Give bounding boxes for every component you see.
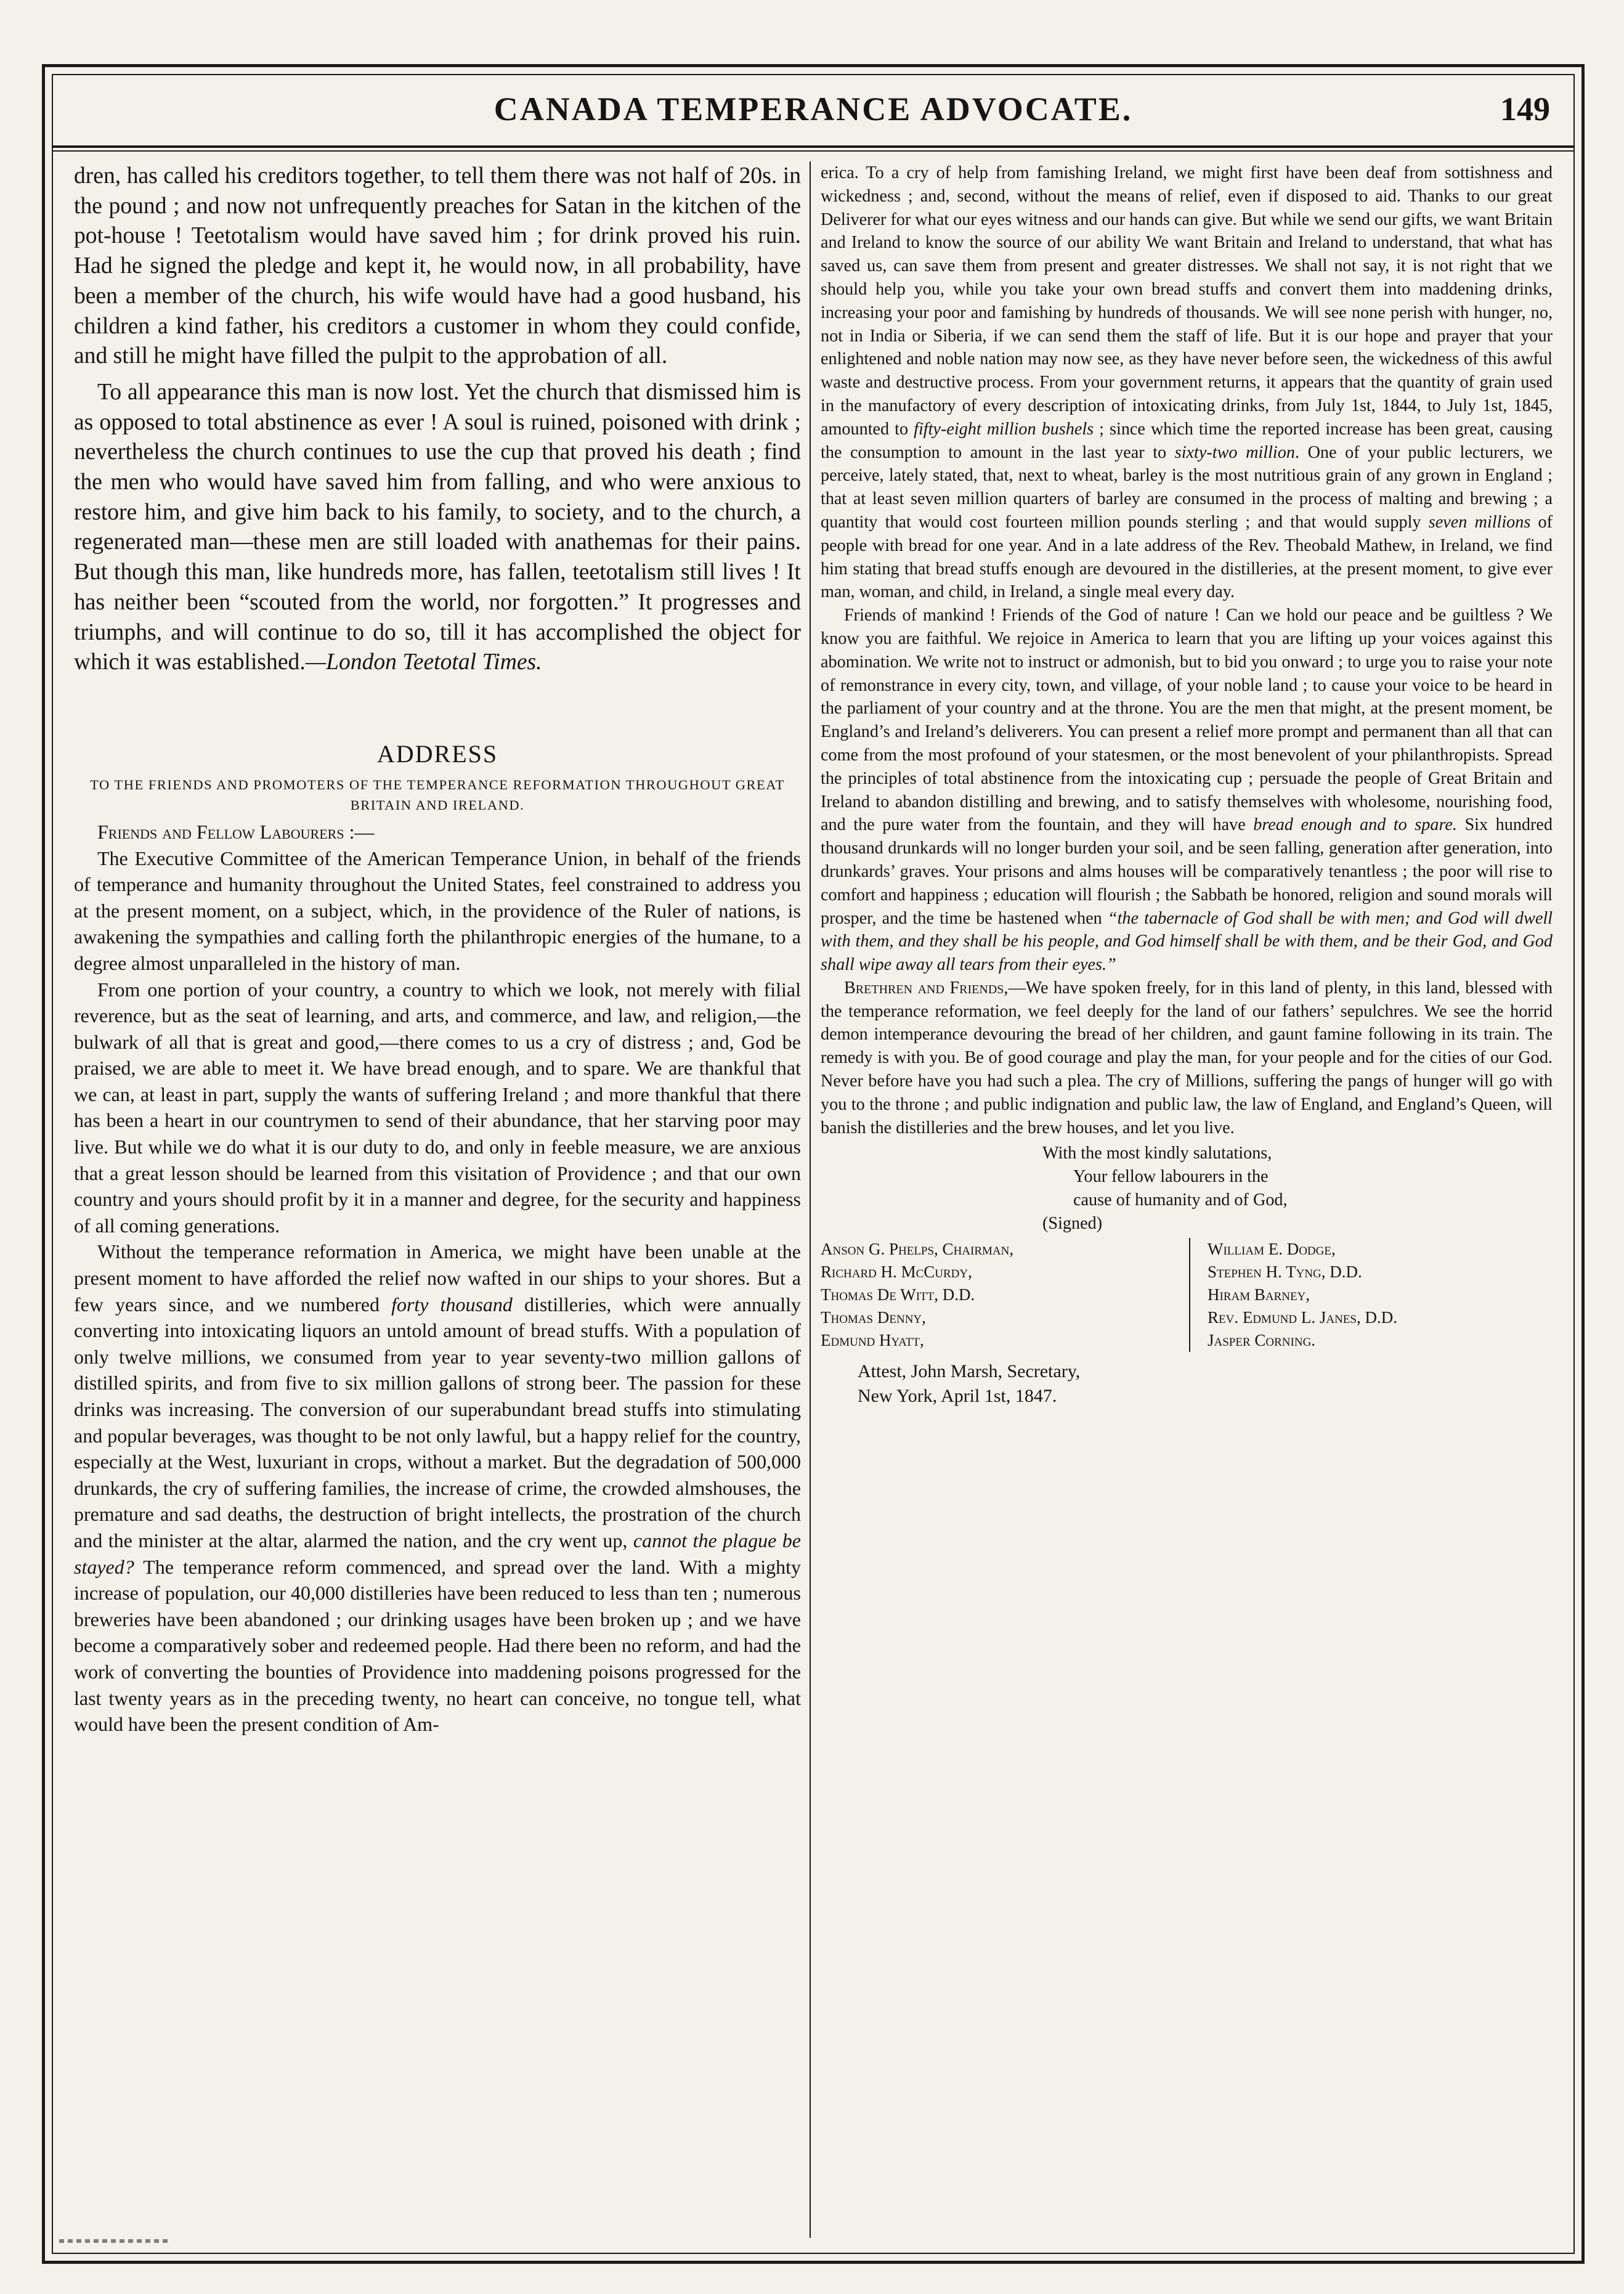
signatories-left — [821, 1238, 1190, 1352]
signatory: Thomas De Witt, D.D. — [821, 1285, 975, 1304]
address-paragraph: The Executive Committee of the American Temperance Union, in behalf of the friends of temperance and humanity throughout the United States, feel constrained to address you at the present moment, on a subject, which, in the providence of the Ruler of nations, is awakening the sympathies and calling forth the philanthropic energies of the humane, to a degree almost unparalleled in the history of man. — [74, 847, 801, 974]
signatory: Rev. Edmund L. Janes, D.D. — [1208, 1308, 1397, 1327]
closing-line: cause of humanity and of God, — [1073, 1190, 1288, 1210]
header-rule — [52, 145, 1575, 152]
page-number: 149 — [1500, 91, 1550, 128]
attestation-place-date: New York, April 1st, 1847. — [858, 1385, 1057, 1406]
address-paragraph: Friends of mankind ! Friends of the God of nature ! Can we hold our peace and be guiltless ? We know you are faithful. We rejoice in America to learn that you are lifting up your voices against this abomination. We write not to instruct or admonish, but to bid you onward ; to urge you to raise your note of remonstrance in every city, town, and village, of your noble land ; to cause your voice to be heard in the parliament of your country and at the throne. You are the men that might, at the present moment, be England’s and Ireland’s deliverers. You can present a relief more prompt and permanent than all that can come from the most profound of your statesmen, or the most benevolent of your philanthropists. Spread the principles of total abstinence from the intoxicating cup ; persuade the people of Great Britain and Ireland to abandon distilling and brewing, and to satisfy themselves with wholesome, nourishing food, and the pure water from the fountain, and they will have bread enough and to spare. Six hundred thousand drunkards will no longer burden your soil, and be seen falling, generation after generation, into drunkards’ graves. Your prisons and alms houses will be comparatively tenantless ; the poor will rise to comfort and happiness ; education will flourish ; the Sabbath be honored, religion and sound morals will prosper, and the time be hastened when “the tabernacle of God shall be with men; and God will dwell with them, and they shall be his people, and God himself shall be with them, and be their God, and God shall wipe away all tears from their eyes.” — [821, 606, 1553, 975]
closing-line: With the most kindly salutations, — [1042, 1144, 1272, 1163]
address-subtitle: TO THE FRIENDS AND PROMOTERS OF THE TEMPERANCE REFORMATION THROUGHOUT GREAT BRITAIN AND IRELAND. — [90, 776, 785, 813]
signatories-right — [1190, 1238, 1397, 1352]
address-paragraph: erica. To a cry of help from famishing Ireland, we might first have been deaf from sottishness and wickedness ; and, second, without the means of relief, even if disposed to aid. Thanks to our great Deliverer for what our eyes witness and our hands can give. But while we send our gifts, we want Britain and Ireland to know the source of our ability We want Britain and Ireland to understand, that what has saved us, can save them from present and greater distresses. We shall not say, it is not right that we should help you, while you take your own bread stuffs and convert them into maddening drinks, increasing your poor and famishing by hundreds of thousands. We will see none perish with hunger, no, not in India or Siberia, if we can send them the staff of life. But it is our hope and prayer that your enlightened and noble nation may now see, as they have never before seen, the wickedness of this awful waste and destructive process. From your government returns, it appears that the quantity of grain used in the manufactory of every description of intoxicating drinks, from July 1st, 1844, to July 1st, 1845, amounted to fifty-eight million bushels ; since which time the reported increase has been great, causing the consumption to amount in the last year to sixty-two million. One of your public lecturers, we perceive, lately stated, that, next to wheat, barley is the most nutritious grain of any grown in England ; that at least seven million quarters of barley are consumed in the process of malting and brewing ; a quantity that would cost fourteen million pounds sterling ; and that would supply seven millions of people with bread for one year. And in a late address of the Rev. Theobald Mathew, in Ireland, we find him stating that bread stuffs enough are devoured in the distilleries, at the present moment, to give ever man, woman, and child, in Ireland, a single meal every day. — [821, 163, 1553, 602]
address-paragraph: From one portion of your country, a country to which we look, not merely with filial reverence, but as the seat of learning, and arts, and commerce, and law, and religion,—the bulwark of all that is great and good,—there comes to us a cry of distress ; and, God be praised, we are able to meet it. We have bread enough, and to spare. We are thankful that we can, at least in part, supply the wants of suffering Ireland ; and more thankful that there has been a heart in our countrymen to send of their abundance, that her starving poor may live. But while we do what it is our duty to do, and only in feeble measure, we are anxious that a great lesson should be learned from this visitation of Providence ; and that our own country and yours should profit by it in a manner and degree, for the security and happiness of all coming generations. — [74, 978, 801, 1237]
signatory: Hiram Barney, — [1208, 1285, 1310, 1304]
address-title: ADDRESS — [376, 739, 498, 768]
page-header — [52, 86, 1575, 145]
footer-rule — [59, 2239, 170, 2243]
signatory: Stephen H. Tyng, D.D. — [1208, 1262, 1362, 1281]
column-divider — [810, 161, 811, 2238]
signatory: William E. Dodge, — [1208, 1239, 1336, 1258]
scripture-quote: “the tabernacle of God shall be with men; and God will dwell with them, and they shall be his people, and God himself shall be with them, and be their God, and God shall wipe away all tears from their eyes.” — [821, 908, 1553, 975]
signatory: Anson G. Phelps, Chairman, — [821, 1239, 1014, 1258]
article-source: —London Teetotal Times. — [305, 649, 542, 675]
closing-line: Your fellow labourers in the — [1073, 1167, 1269, 1187]
address-paragraph: Brethren and Friends,—We have spoken freely, for in this land of plenty, in this land, blessed with the temperance reformation, we feel deeply for the land of our fathers’ sepulchres. We see the horrid demon intemperance devouring the bread of her children, and gaunt famine following in its train. The remedy is with you. Be of good courage and play the man, for your people and for the cities of our God. Never before have you had such a plea. The cry of Millions, suffering the pangs of hunger will go with you to the throne ; and public indignation and public law, the law of England, and England’s Queen, will banish the distilleries and the brew houses, and let you live. — [821, 978, 1553, 1137]
signatory: Richard H. McCurdy, — [821, 1262, 972, 1281]
signed-label: (Signed) — [1042, 1213, 1103, 1233]
left-column — [74, 161, 801, 1738]
signatory: Edmund Hyatt, — [821, 1330, 924, 1349]
attestation: Attest, John Marsh, Secretary, — [858, 1361, 1081, 1381]
signatory: Thomas Denny, — [821, 1308, 926, 1327]
address-salutation: Friends and Fellow Labourers :— — [97, 820, 375, 843]
masthead-title: CANADA TEMPERANCE ADVOCATE. — [493, 91, 1133, 128]
article-paragraph: dren, has called his creditors together, to tell them there was not half of 20s. in the pound ; and now not unfrequently preaches for Satan in the kitchen of the pot-house ! Teetotalism would have saved him ; for drink proved his ruin. Had he signed the pledge and kept it, he would now, in all probability, have been a member of the church, his wife would have had a good husband, his children a kind father, his creditors a customer in whom they could confide, and still he might have filled the pulpit to the approbation of all. — [74, 163, 801, 369]
address-paragraph: Without the temperance reformation in America, we might have been unable at the present moment to have afforded the relief now wafted in our ships to your shores. But a few years since, and we numbered forty thousand distilleries, which were annually converting into intoxicating liquors an untold amount of bread stuffs. With a population of only twelve millions, we consumed from year to year seventy-two million gallons of distilled spirits, and from five to six million gallons of strong beer. The passion for these drinks was increasing. The conversion of our superabundant bread stuffs into stimulating and popular beverages, was thought to be not only lawful, but a happy relief for the country, especially at the West, luxuriant in crops, without a market. But the degradation of 500,000 drunkards, the cry of suffering families, the increase of crime, the crowded almshouses, the premature and sad deaths, the destruction of bright intellects, the prostration of the church and the minister at the altar, alarmed the nation, and the cry went up, cannot the plague be stayed? The temperance reform commenced, and spread over the land. With a mighty increase of population, our 40,000 distilleries have been reduced to less than ten ; numerous breweries have been abandoned ; our drinking usages have been broken up ; and we have become a comparatively sober and redeemed people. Had there been no reform, and had the work of converting the bounties of Providence into maddening poisons progressed for the last twenty years as in the preceding twenty, no heart can conceive, no tongue tell, what would have been the present condition of Am- — [74, 1240, 802, 1736]
signatories — [821, 1238, 1553, 1352]
article-paragraph: To all appearance this man is now lost. Yet the church that dismissed him is as opposed to total abstinence as ever ! A soul is ruined, poisoned with drink ; nevertheless the church continues to use the cup that proved his death ; find the men who would have saved him from falling, and who were anxious to restore him, and give him back to his family, to society, and to the church, a regenerated man—these men are still loaded with anathemas for their pains. But though this man, like hundreds more, has fallen, teetotalism still lives ! It has neither been “scouted from the world, nor forgotten.” It progresses and triumphs, and will continue to do so, till it has accomplished the object for which it was established.—London Teetotal Times. — [74, 379, 801, 675]
signatory: Jasper Corning. — [1208, 1330, 1316, 1349]
right-column — [821, 161, 1553, 1409]
